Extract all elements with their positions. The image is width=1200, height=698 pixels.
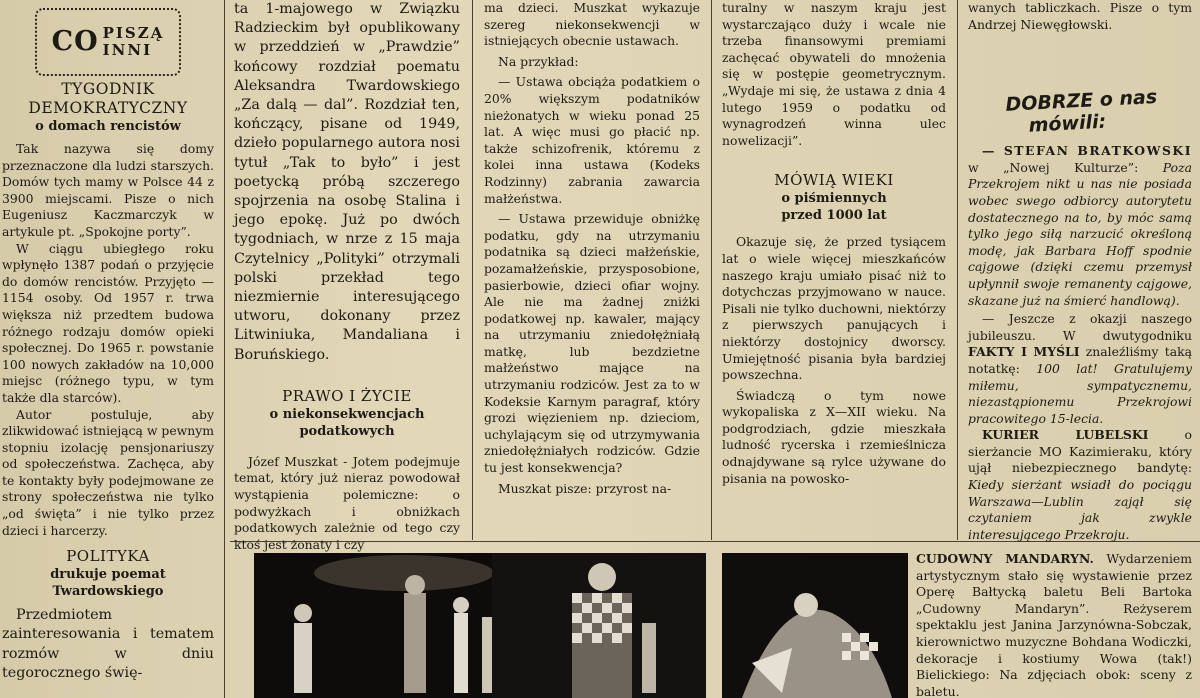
section-subtitle: o piśmiennych przed 1000 lat [781,191,887,224]
logo-top-text: PISZĄ [102,24,165,42]
quote-text: 100 lat! Gratulujemy miłemu, sympatycznemu, niezastąpionemu Przekrojowi pracowitego 15-lecia. [968,360,1192,426]
column-5 [962,0,1200,543]
heading-line: DOBRZE o nas [1004,86,1158,117]
ballet-photo-3 [722,553,908,698]
quote-source: FAKTY I MYŚLI [968,344,1080,360]
section-subtitle: drukuje poemat Twardowskiego [50,567,166,600]
column-1 [0,0,218,683]
dobrze-o-nas-heading [1005,84,1193,138]
ballet-photo-illustration [492,553,706,698]
quote-intro: — Jeszcze z okazji naszego jubileuszu. W dwutygodniku [968,311,1192,343]
section-title: MÓWIĄ WIEKI [774,171,894,190]
column-rule [224,0,225,698]
paragraph: Okazuje się, że przed tysiącem lat o wiele więcej mieszkańców naszego kraju umiało pisać niż to dotychczas przyjmowano w nauce. Pisali nie tylko duchowni, niektórzy z pierwszych panujących i niektórzy dostojnicy dworscy. Umiejętność pisania była bardziej powszechna. [722,234,946,383]
paragraph: Na przykład: [498,53,579,69]
co-pisza-inni-logo [35,8,181,76]
lead-paragraph: ta 1-majowego w Związku Radzieckim był opublikowany w przeddzień w „Prawdzie” końcowy rozdział poematu Aleksandra Twardowskiego „Za dalą — dal”. Rozdział ten, kończący, pisane od 1949, dzieło popularnego autora nosi tytuł „Tak to było” i jest poetycką próbą szczerego spojrzenia na osobę Stalina i jego epokę. Już po dwóch tygodniach, w nrze z 15 maja Czytelnicy „Polityki” otrzymali polski przekład tego niezmiernie interesującego utworu, dokonany przez Litwiniuka, Mandaliana i Boruńskiego. [234,1,460,363]
paragraph: Józef Muszkat - Jotem podejmuje temat, który już nieraz powodował wystąpienia polemiczne: o podwyżkach i obniżkach podatkowych zależnie od tego czy ktoś jest żonaty i czy [234,453,460,552]
quote-paragraph [968,311,1192,427]
column-rule [472,0,473,540]
quote-source: KURIER LUBELSKI [982,427,1149,443]
photo-caption [916,551,1192,698]
section-title: POLITYKA [66,547,150,566]
column-2 [228,0,466,553]
ballet-photo-illustration [722,553,908,698]
quote-intro: znaleźliśmy taką notatkę: [968,344,1192,376]
paragraph: wanych tabliczkach. Pisze o tym Andrzej Niewęgłowski. [968,0,1192,32]
section-title: TYGODNIK DEMOKRATYCZNY [28,80,188,117]
logo-bottom-text: INNI [102,41,153,59]
paragraph: — Ustawa przewiduje obniżkę podatku, gdy na utrzymaniu podatnika są dzieci małżeńskie, pozamałżeńskie, przysposobione, pasierbowie, dzieci ofiar wojny. Ale nie ma żadnej zniżki podatkowej np. kawaler, mający na utrzymaniu zniedołężniałą matkę, lub bezdzietne małżeństwo mające na utrzymaniu rodziców. Jest za to w Kodeksie Karnym paragraf, który grozi więzieniem np. dzieciom, uchylającym się od utrzymywania zniedołężniałych rodziców. Gdzie tu jest konsekwencja? [484,211,700,476]
section-title: PRAWO I ŻYCIE [282,386,412,405]
column-rule [711,0,712,540]
quote-text: Poza Przekrojem nikt u nas nie posiada wobec swego odbiorcy autorytetu dostatecznego na to, by móc samą tylko jego siłą narzucić określoną modę, jak Barbara Hoff spodnie cajgowe (dzięki czemu przemysł upłynnił swoje remanenty cajgowe, skazane już na śmierć handlową). [968,159,1192,308]
caption-title: CUDOWNY MANDARYN. [916,551,1094,566]
paragraph: ma dzieci. Muszkat wykazuje szereg niekonsekwencji w istniejących obecnie ustawach. [484,0,700,49]
paragraph: — Ustawa obciąża podatkiem o 20% większym podatników nieżonatych w wieku ponad 25 lat. A więc musi go płacić np. także schizofrenik, któremu z kolei inna ustawa (Kodeks Rodzinny) zabrania zawarcia małżeństwa. [484,74,700,206]
quote-intro: o sierżancie MO Kazimieraku, który ujął niebezpiecznego bandytę: [968,427,1192,476]
paragraph: Muszkat pisze: przyrost na- [498,480,672,496]
caption-text: Wydarzeniem artystycznym stało się wystawienie przez Operę Bałtycką baletu Beli Bartoka „Cudowny Mandaryn”. Reżyserem spektaklu jest Janina Jarzynówna-Sobczak, kierownictwo muzyczne Bohdana Wodiczki, dekoracje i kostiumy Wowa (tak!) Bielickiego: Na zdjęciach obok: sceny z baletu. [916,551,1192,698]
quote-text: Kiedy sierżant wsiadł do pociągu Warszawa—Lublin zajął się czytaniem jak zwykle interesującego Przekroju. [968,477,1192,542]
quote-author: — STEFAN BRATKOWSKI [982,143,1192,159]
paragraph: Świadczą o tym nowe wykopaliska z X—XII wieku. Na podgrodziach, gdzie mieszkała ludność rycerska i rzemieślnicza odnajdywane są rylce używane do pisania na powosko- [722,387,946,486]
column-rule [957,0,958,540]
quote-intro: w „Nowej Kulturze”: [968,159,1139,175]
paragraph: Autor postuluje, aby zlikwidować istniejącą w pewnym stopniu izolację pensjonariuszy od społeczeństwa. Zachęca, aby te kontakty były podejmowane ze strony społeczeństwa nie tylko „od święta” i nie tylko przez dzieci i harcerzy. [2,406,215,538]
paragraph: Przedmiotem zainteresowania i tematem rozmów w dniu tegorocznego świę- [2,607,214,681]
ballet-photo-2 [492,553,706,698]
paragraph: turalny w naszym kraju jest wystarczająco duży i wcale nie trzeba finansowymi premiami zachęcać obywateli do mnożenia się w postępie geometrycznym. „Wydaje mi się, że ustawa z dnia 4 lutego 1959 o podatku od wynagrodzeń winna ulec nowelizacji”. [722,0,946,148]
quote-paragraph [968,427,1192,543]
section-subtitle: o domach rencistów [35,119,181,134]
paragraph: W ciągu ubiegłego roku wpłynęło 1387 podań o przyjęcie do domów rencistów. Przyjęto — 1154 osoby. Od 1957 r. trwa większa niż przedtem budowa różnego rodzaju domów opieki społecznej. Do 1965 r. powstanie 100 nowych zakładów na 10,000 miejsc (różnego typu, w tym także dla starców). [2,240,214,405]
paragraph: Tak nazywa się domy przeznaczone dla ludzi starszych. Domów tych mamy w Polsce 44 z 3900 miejscami. Pisze o nich Eugeniusz Kaczmarczyk w artykule pt. „Spokojne porty”. [2,141,214,239]
column-4 [716,0,952,487]
section-subtitle: o niekonsekwencjach podatkowych [269,406,425,439]
column-3 [478,0,706,497]
quote-paragraph [968,143,1192,309]
heading-line: mówili: [1028,110,1107,137]
logo-big-text: CO [51,25,99,57]
